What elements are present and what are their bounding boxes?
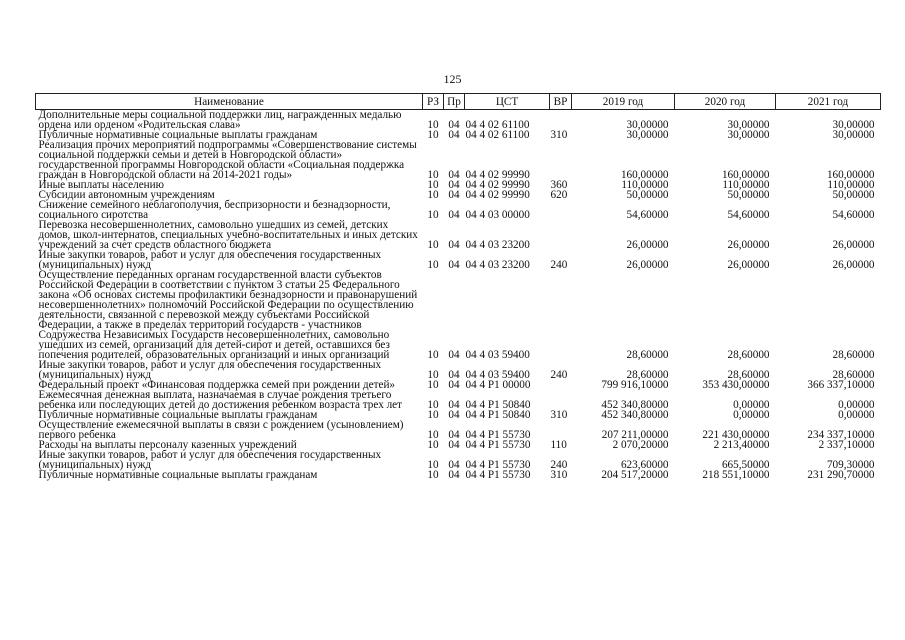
cell-rz: 10 bbox=[427, 239, 439, 251]
cell-cst: 04 4 P1 55730 bbox=[465, 459, 531, 471]
cell-name: Публичные нормативные социальные выплаты гражданам bbox=[38, 129, 318, 141]
cell-cst: 04 4 P1 55730 bbox=[465, 469, 531, 481]
table-header-row bbox=[36, 94, 881, 110]
cell-2019: 452 340,80000 bbox=[601, 409, 669, 421]
cell-name: Реализация прочих мероприятий подпрограммы «Совершенствование системы социальной поддержки семьи и детей в Новгородской области» государственной программы Новгородской области «Социальная поддержка граждан в Новгородской области на 2014-2021 годы» bbox=[38, 139, 417, 181]
cell-rz: 10 bbox=[427, 169, 439, 181]
cell-pr: 04 bbox=[448, 369, 460, 381]
cell-cst: 04 4 02 61100 bbox=[465, 129, 530, 141]
cell-name: Иные закупки товаров, работ и услуг для обеспечения государственных (муниципальных) нужд bbox=[38, 249, 382, 271]
cell-2020: 221 430,00000 bbox=[702, 429, 770, 441]
cell-pr: 04 bbox=[448, 169, 460, 181]
cell-rz: 10 bbox=[427, 399, 439, 411]
cell-2019: 26,00000 bbox=[626, 259, 669, 271]
cell-2020: 0,00000 bbox=[733, 399, 770, 411]
cell-cst: 04 4 P1 55730 bbox=[465, 429, 531, 441]
cell-pr: 04 bbox=[448, 349, 460, 361]
cell-pr: 04 bbox=[448, 379, 460, 391]
cell-2020: 218 551,10000 bbox=[702, 469, 770, 481]
cell-2020: 160,00000 bbox=[721, 169, 770, 181]
cell-pr: 04 bbox=[448, 459, 460, 471]
page-number: 125 bbox=[443, 72, 462, 86]
table-row bbox=[36, 270, 881, 360]
cell-2021: 28,60000 bbox=[832, 349, 875, 361]
cell-2021: 0,00000 bbox=[838, 399, 875, 411]
cell-cst: 04 4 P1 50840 bbox=[465, 399, 531, 411]
cell-rz: 10 bbox=[427, 379, 439, 391]
cell-cst: 04 4 02 99990 bbox=[465, 169, 530, 181]
table-row bbox=[36, 390, 881, 410]
cell-rz: 10 bbox=[427, 209, 439, 221]
cell-cst: 04 4 03 23200 bbox=[465, 259, 530, 271]
cell-vr bbox=[550, 390, 572, 410]
cell-2019: 2 070,20000 bbox=[612, 439, 669, 451]
cell-vr: 110 bbox=[550, 439, 567, 451]
header-vr: ВР bbox=[550, 94, 572, 110]
cell-2021: 366 337,10000 bbox=[807, 379, 875, 391]
cell-name: Субсидии автономным учреждениям bbox=[38, 189, 215, 201]
cell-2020: 110,00000 bbox=[722, 179, 770, 191]
cell-2021: 234 337,10000 bbox=[807, 429, 875, 441]
cell-vr: 240 bbox=[550, 459, 568, 471]
cell-name: Расходы на выплаты персоналу казенных учреждений bbox=[38, 439, 297, 451]
cell-cst: 04 4 03 23200 bbox=[465, 239, 530, 251]
cell-2021: 0,00000 bbox=[838, 409, 875, 421]
cell-cst: 04 4 03 59400 bbox=[465, 349, 530, 361]
cell-name: Иные выплаты населению bbox=[38, 179, 164, 191]
cell-2021: 110,00000 bbox=[827, 179, 875, 191]
cell-pr: 04 bbox=[448, 119, 460, 131]
cell-2019: 204 517,20000 bbox=[601, 469, 669, 481]
cell-pr: 04 bbox=[448, 189, 460, 201]
cell-pr: 04 bbox=[448, 399, 460, 411]
cell-name: Публичные нормативные социальные выплаты гражданам bbox=[38, 469, 318, 481]
cell-rz: 10 bbox=[427, 349, 439, 361]
cell-2020: 28,60000 bbox=[727, 349, 770, 361]
cell-rz: 10 bbox=[427, 459, 439, 471]
cell-cst: 04 4 03 00000 bbox=[465, 209, 530, 221]
cell-2019: 623,60000 bbox=[620, 459, 669, 471]
cell-rz: 10 bbox=[427, 129, 439, 141]
header-2021: 2021 год bbox=[776, 94, 881, 110]
cell-2021: 709,30000 bbox=[826, 459, 875, 471]
table-row bbox=[36, 110, 881, 131]
cell-rz: 10 bbox=[427, 189, 439, 201]
cell-2020: 26,00000 bbox=[727, 259, 770, 271]
cell-2020: 2 213,40000 bbox=[713, 439, 770, 451]
cell-pr: 04 bbox=[448, 439, 460, 451]
cell-2020: 54,60000 bbox=[727, 209, 770, 221]
cell-2019: 54,60000 bbox=[626, 209, 669, 221]
cell-pr: 04 bbox=[448, 129, 460, 141]
table-row bbox=[36, 200, 881, 220]
cell-vr bbox=[550, 380, 572, 390]
cell-rz: 10 bbox=[427, 119, 439, 131]
cell-vr: 240 bbox=[550, 369, 568, 381]
cell-vr: 310 bbox=[550, 409, 568, 421]
cell-cst: 04 4 P1 00000 bbox=[465, 379, 531, 391]
cell-2019: 30,00000 bbox=[626, 129, 669, 141]
table-body bbox=[36, 110, 881, 481]
table-row bbox=[36, 250, 881, 270]
cell-pr: 04 bbox=[448, 209, 460, 221]
cell-2019: 28,60000 bbox=[626, 369, 669, 381]
cell-2020: 28,60000 bbox=[727, 369, 770, 381]
cell-2021: 231 290,70000 bbox=[807, 469, 875, 481]
cell-rz: 10 bbox=[427, 429, 439, 441]
cell-2021: 160,00000 bbox=[826, 169, 875, 181]
cell-2021: 30,00000 bbox=[832, 129, 875, 141]
cell-pr: 04 bbox=[448, 179, 460, 191]
cell-2021: 28,60000 bbox=[832, 369, 875, 381]
cell-2020: 665,50000 bbox=[721, 459, 770, 471]
cell-2020: 50,00000 bbox=[727, 189, 770, 201]
cell-cst: 04 4 P1 50840 bbox=[465, 409, 531, 421]
cell-rz: 10 bbox=[427, 259, 439, 271]
cell-rz: 10 bbox=[427, 369, 439, 381]
cell-name: Перевозка несовершеннолетних, самовольно ушедших из семей, детских домов, школ-интернатов, специальных учебно-воспитательных и иных детских учреждений за счет средств областного бюджета bbox=[38, 219, 418, 251]
cell-pr: 04 bbox=[448, 239, 460, 251]
cell-cst: 04 4 03 59400 bbox=[465, 369, 530, 381]
cell-cst: 04 4 02 99990 bbox=[465, 189, 530, 201]
cell-name: Осуществление ежемесячной выплаты в связи с рождением (усыновлением) первого ребенка bbox=[38, 419, 404, 441]
cell-2019: 50,00000 bbox=[626, 189, 669, 201]
cell-pr: 04 bbox=[448, 409, 460, 421]
cell-2021: 26,00000 bbox=[832, 239, 875, 251]
cell-2019: 26,00000 bbox=[626, 239, 669, 251]
cell-2020: 26,00000 bbox=[727, 239, 770, 251]
cell-2019: 30,00000 bbox=[626, 119, 669, 131]
cell-2019: 799 916,10000 bbox=[601, 379, 669, 391]
cell-cst: 04 4 P1 55730 bbox=[465, 439, 531, 451]
table-row bbox=[36, 140, 881, 180]
cell-2020: 30,00000 bbox=[727, 119, 770, 131]
cell-2021: 30,00000 bbox=[832, 119, 875, 131]
cell-vr: 360 bbox=[550, 179, 568, 191]
cell-rz: 10 bbox=[427, 439, 439, 451]
cell-2019: 207 211,00000 bbox=[601, 429, 669, 441]
cell-cst: 04 4 02 99990 bbox=[465, 179, 530, 191]
cell-2021: 2 337,10000 bbox=[818, 439, 875, 451]
cell-vr: 310 bbox=[550, 129, 568, 141]
cell-pr: 04 bbox=[448, 429, 460, 441]
cell-name: Ежемесячная денежная выплата, назначаемая в случае рождения третьего ребенка или последующих детей до достижения ребенком возраста трех лет bbox=[38, 389, 403, 411]
header-2019: 2019 год bbox=[572, 94, 675, 110]
cell-2020: 30,00000 bbox=[727, 129, 770, 141]
cell-2021: 54,60000 bbox=[832, 209, 875, 221]
table-row bbox=[36, 220, 881, 250]
budget-table bbox=[35, 93, 881, 480]
cell-vr bbox=[550, 220, 572, 250]
cell-2019: 28,60000 bbox=[626, 349, 669, 361]
table-row bbox=[36, 470, 881, 480]
cell-2021: 26,00000 bbox=[832, 259, 875, 271]
cell-rz: 10 bbox=[427, 469, 439, 481]
cell-vr bbox=[550, 200, 572, 220]
table-row bbox=[36, 450, 881, 470]
cell-vr bbox=[550, 110, 572, 131]
cell-vr: 240 bbox=[550, 259, 568, 271]
header-name: Наименование bbox=[36, 94, 423, 110]
cell-vr bbox=[550, 270, 572, 360]
cell-rz: 10 bbox=[427, 179, 439, 191]
cell-name: Снижение семейного неблагополучия, беспризорности и безнадзорности, социального сиротства bbox=[38, 199, 391, 221]
cell-vr: 310 bbox=[550, 469, 568, 481]
cell-vr bbox=[550, 140, 572, 180]
cell-2019: 452 340,80000 bbox=[601, 399, 669, 411]
cell-name: Иные закупки товаров, работ и услуг для обеспечения государственных (муниципальных) нужд bbox=[38, 449, 382, 471]
cell-cst: 04 4 02 61100 bbox=[465, 119, 530, 131]
cell-pr: 04 bbox=[448, 259, 460, 271]
header-2020: 2020 год bbox=[675, 94, 776, 110]
cell-name: Осуществление переданных органам государственной власти субъектов Российской Федерации в соответствии с пунктом 3 статьи 25 Федерального закона «Об основах системы профилактики безнадзорности и правонарушений несовершеннолетних» полномочий Российской Федерации по осуществлению деятельности, связанной с перевозкой между субъектами Российской Федерации, а также в пределах территорий государств - участников Содружества Независимых Государств несовершеннолетних, самовольно ушедших из семей, организаций для детей-сирот и детей, оставшихся без попечения родителей, образовательных организаций и иных организаций bbox=[38, 269, 418, 361]
cell-2019: 160,00000 bbox=[620, 169, 669, 181]
cell-name: Федеральный проект «Финансовая поддержка семей при рождении детей» bbox=[38, 379, 396, 391]
cell-2020: 0,00000 bbox=[733, 409, 770, 421]
cell-rz: 10 bbox=[427, 409, 439, 421]
cell-name: Публичные нормативные социальные выплаты гражданам bbox=[38, 409, 318, 421]
cell-2019: 110,00000 bbox=[621, 179, 669, 191]
table-row bbox=[36, 360, 881, 380]
cell-pr: 04 bbox=[448, 469, 460, 481]
cell-vr bbox=[550, 420, 572, 440]
header-cst: ЦСТ bbox=[465, 94, 550, 110]
cell-2020: 353 430,00000 bbox=[702, 379, 770, 391]
cell-vr: 620 bbox=[550, 189, 568, 201]
cell-name: Дополнительные меры социальной поддержки лиц, награжденных медалью ордена или орденом «Родительская слава» bbox=[38, 109, 402, 131]
header-pr: Пр bbox=[444, 94, 465, 110]
header-rz: РЗ bbox=[423, 94, 444, 110]
cell-name: Иные закупки товаров, работ и услуг для обеспечения государственных (муниципальных) нужд bbox=[38, 359, 382, 381]
cell-2021: 50,00000 bbox=[832, 189, 875, 201]
table-row bbox=[36, 420, 881, 440]
